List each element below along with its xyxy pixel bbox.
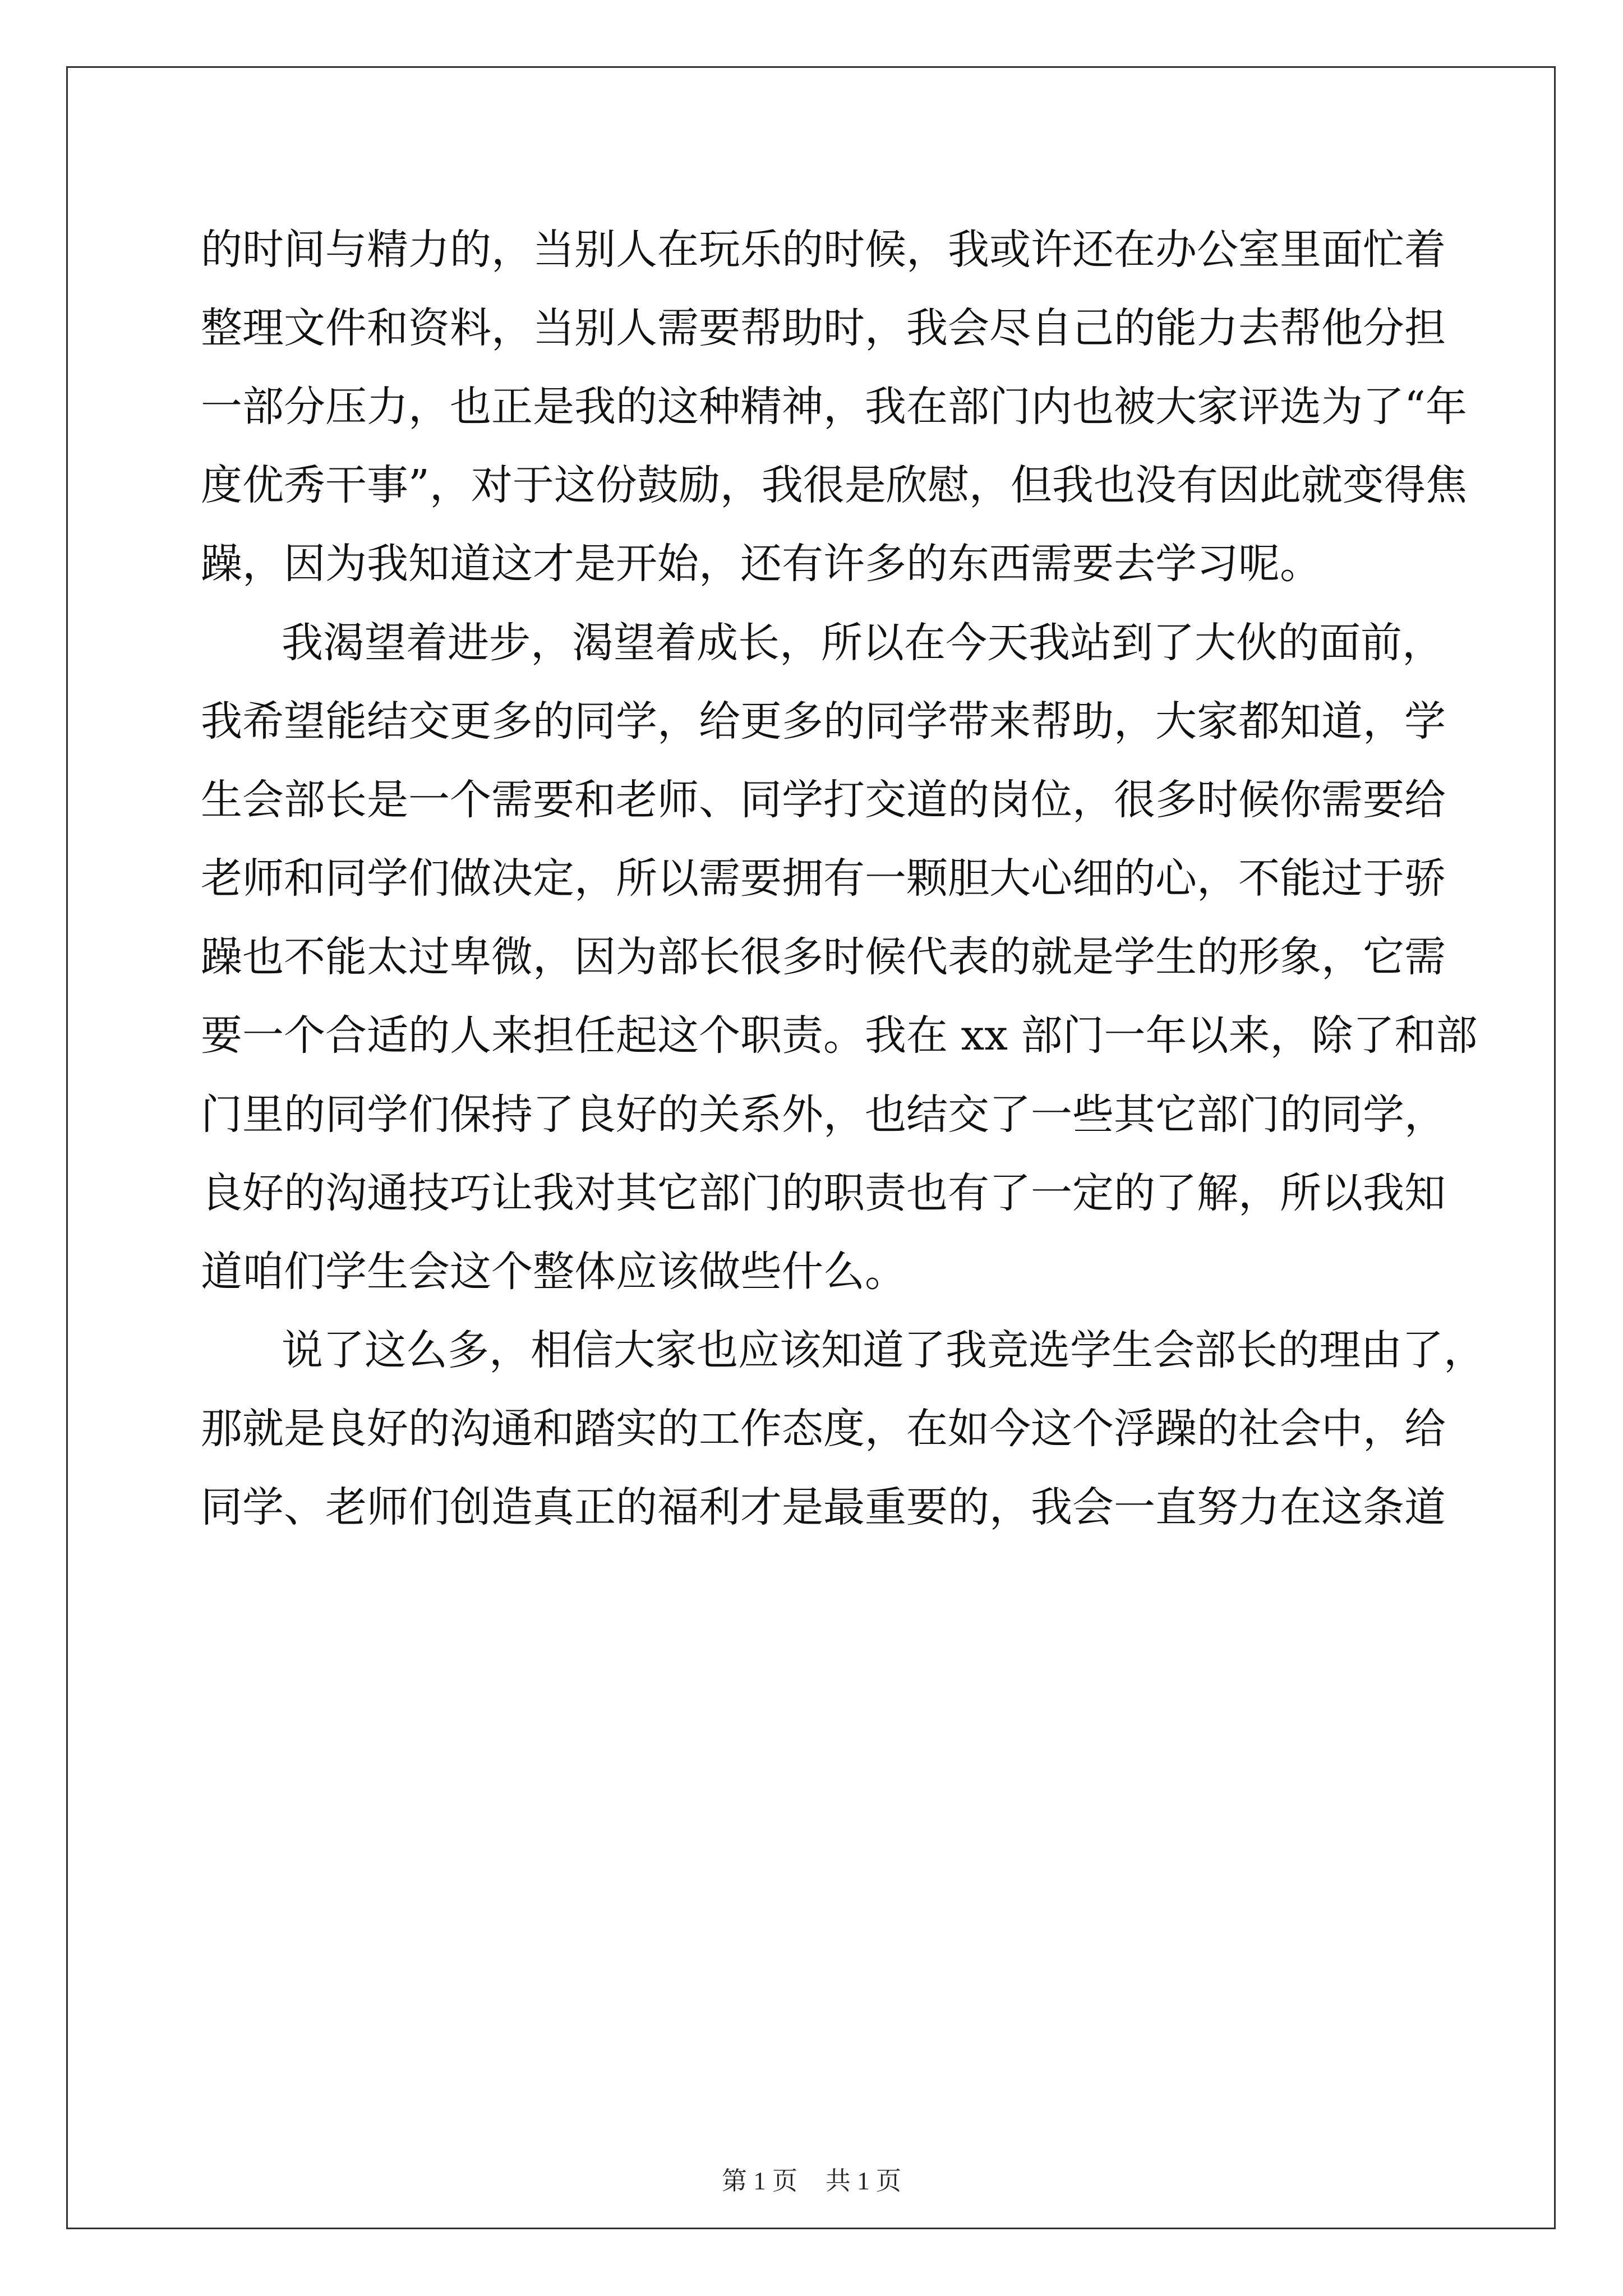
text-line: 同学、老师们创造真正的福利才是最重要的，我会一直努力在这条道 [201,1483,1446,1531]
text-line: 度优秀干事”，对于这份鼓励，我很是欣慰，但我也没有因此就变得焦 [201,461,1467,509]
text-line: 我希望能结交更多的同学，给更多的同学带来帮助，大家都知道，学 [201,697,1446,746]
text-line: 一部分压力，也正是我的这种精神，我在部门内也被大家评选为了“年 [201,383,1467,431]
text-line: 那就是良好的沟通和踏实的工作态度，在如今这个浮躁的社会中，给 [201,1405,1446,1453]
page-footer [0,2169,1623,2194]
paragraph-first-line: 我渴望着进步，渴望着成长，所以在今天我站到了大伙的面前， [282,619,1444,667]
text-line: 良好的沟通技巧让我对其它部门的职责也有了一定的了解，所以我知 [201,1169,1446,1217]
text-line: 躁也不能太过卑微，因为部长很多时候代表的就是学生的形象，它需 [201,933,1446,981]
text-line: 道咱们学生会这个整体应该做些什么。 [201,1248,906,1296]
paragraph-first-line: 说了这么多，相信大家也应该知道了我竞选学生会部长的理由了， [282,1326,1485,1374]
page-total: 共 1 页 [826,2167,902,2195]
text-line: 要一个合适的人来担任起这个职责。我在 xx 部门一年以来，除了和部 [201,1011,1478,1060]
page-number: 第 1 页 [721,2167,797,2195]
text-line: 整理文件和资料，当别人需要帮助时，我会尽自己的能力去帮他分担 [201,304,1446,352]
text-line: 躁，因为我知道这才是开始，还有许多的东西需要去学习呢。 [201,540,1321,588]
text-line: 的时间与精力的，当别人在玩乐的时候，我或许还在办公室里面忙着 [201,226,1446,274]
text-line: 老师和同学们做决定，所以需要拥有一颗胆大心细的心，不能过于骄 [201,854,1446,903]
text-line: 门里的同学们保持了良好的关系外，也结交了一些其它部门的同学， [201,1091,1446,1139]
text-line: 生会部长是一个需要和老师、同学打交道的岗位，很多时候你需要给 [201,776,1446,824]
